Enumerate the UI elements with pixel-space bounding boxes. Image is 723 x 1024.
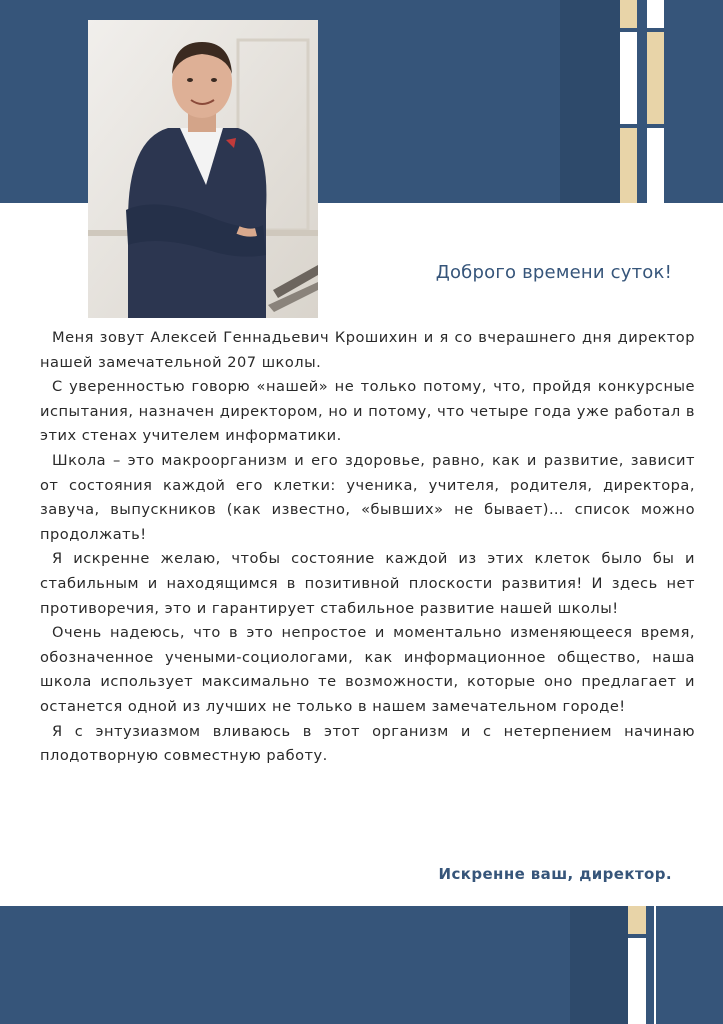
bottom-stripe-white-2 [654, 906, 656, 1024]
top-banner-dark-panel [560, 0, 620, 203]
bottom-stripe-beige-1 [628, 906, 646, 934]
paragraph-6: Я с энтузиазмом вливаюсь в этот организм и с нетерпением начинаю плодотворную совместную работу. [40, 722, 695, 765]
top-stripe-white-3 [647, 128, 664, 203]
top-stripe-beige-1 [620, 0, 637, 28]
top-stripe-beige-2 [620, 128, 637, 203]
letter-body [40, 326, 695, 769]
paragraph-1: Меня зовут Алексей Геннадьевич Крошихин и я со вчерашнего дня директор нашей замечательной 207 школы. [40, 329, 695, 371]
signature: Искренне ваш, директор. [438, 865, 672, 883]
paragraph-5: Очень надеюсь, что в это непростое и моментально изменяющееся время, обозначенное учеными-социологами, как информационное общество, наша школа использует максимально те возможности, которые оно предлагает и останется одной из лучших не только в нашем замечательном городе! [40, 624, 695, 715]
bottom-banner-dark-panel [570, 906, 628, 1024]
paragraph-2: С уверенностью говорю «нашей» не только потому, что, пройдя конкурсные испытания, назначен директором, но и потому, что четыре года уже работал в этих стенах учителем информатики. [40, 378, 695, 445]
greeting-heading: Доброго времени суток! [435, 262, 672, 283]
director-portrait-icon [88, 20, 318, 318]
top-stripe-white-2 [647, 0, 664, 28]
bottom-stripe-white-1 [628, 938, 646, 1024]
paragraph-4: Я искренне желаю, чтобы состояние каждой из этих клеток было бы и стабильным и находящимся в позитивной плоскости развития! И здесь нет противоречия, это и гарантирует стабильное развитие нашей школы! [40, 550, 695, 617]
director-photo [88, 20, 318, 318]
paragraph-3: Школа – это макроорганизм и его здоровье, равно, как и развитие, зависит от состояния каждой его клетки: ученика, учителя, родителя, директора, завуча, выпускников (как известно, «бывших» не бывает)… список можно продолжать! [40, 451, 695, 543]
top-stripe-white-1 [620, 32, 637, 124]
top-stripe-beige-3 [647, 32, 664, 124]
